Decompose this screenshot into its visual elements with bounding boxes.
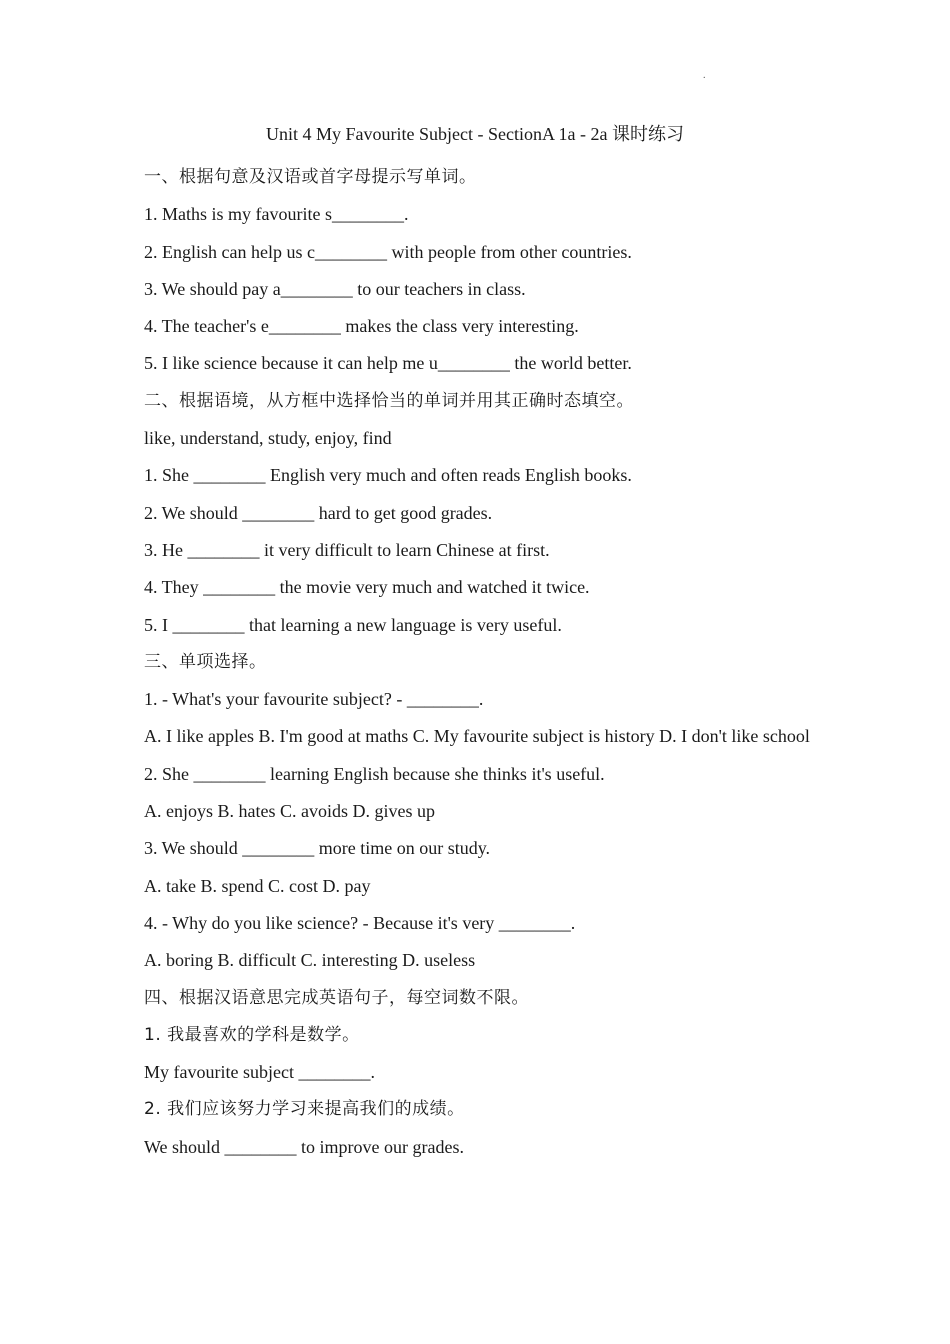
question-line: 4. They ________ the movie very much and watched it twice. [144,577,590,598]
options-line: A. boring B. difficult C. interesting D. useless [144,950,476,971]
question-line: 1. - What's your favourite subject? - ________. [144,689,484,710]
question-line: 5. I like science because it can help me u________ the world better. [144,353,632,374]
chinese-prompt: 2. 我们应该努力学习来提高我们的成绩。 [144,1099,465,1120]
word-box: like, understand, study, enjoy, find [144,428,392,449]
options-line: A. enjoys B. hates C. avoids D. gives up [144,801,435,822]
section-heading-2: 二、根据语境，从方框中选择恰当的单词并用其正确时态填空。 [144,390,634,411]
question-line: 4. The teacher's e________ makes the class very interesting. [144,316,579,337]
question-line: 1. She ________ English very much and often reads English books. [144,465,632,486]
worksheet-content [144,159,824,1166]
section-heading-1: 一、根据句意及汉语或首字母提示写单词。 [144,167,477,187]
question-line: 2. English can help us c________ with people from other countries. [144,241,632,262]
question-line: 5. I ________ that learning a new language is very useful. [144,614,562,635]
question-line: 3. We should ________ more time on our study. [144,838,491,859]
section-heading-4: 四、根据汉语意思完成英语句子，每空词数不限。 [144,987,529,1008]
question-line: 4. - Why do you like science? - Because it's very ________. [144,912,576,933]
question-line: 1. Maths is my favourite s________. [144,204,409,225]
question-line: 2. We should ________ hard to get good grades. [144,502,493,523]
section-heading-3: 三、单项选择。 [144,651,267,672]
question-line: 3. We should pay a________ to our teachers in class. [144,278,526,299]
header-mark: . [703,70,706,81]
translation-line: My favourite subject ________. [144,1062,375,1083]
options-line: A. take B. spend C. cost D. pay [144,875,371,896]
question-line: 2. She ________ learning English because she thinks it's useful. [144,763,605,784]
translation-line: We should ________ to improve our grades. [144,1136,465,1157]
page-title: Unit 4 My Favourite Subject - SectionA 1a - 2a 课时练习 [266,124,684,144]
options-line: A. I like apples B. I'm good at maths C. My favourite subject is history D. I don't like school [144,726,810,747]
question-line: 3. He ________ it very difficult to learn Chinese at first. [144,539,550,560]
chinese-prompt: 1. 我最喜欢的学科是数学。 [144,1024,360,1045]
